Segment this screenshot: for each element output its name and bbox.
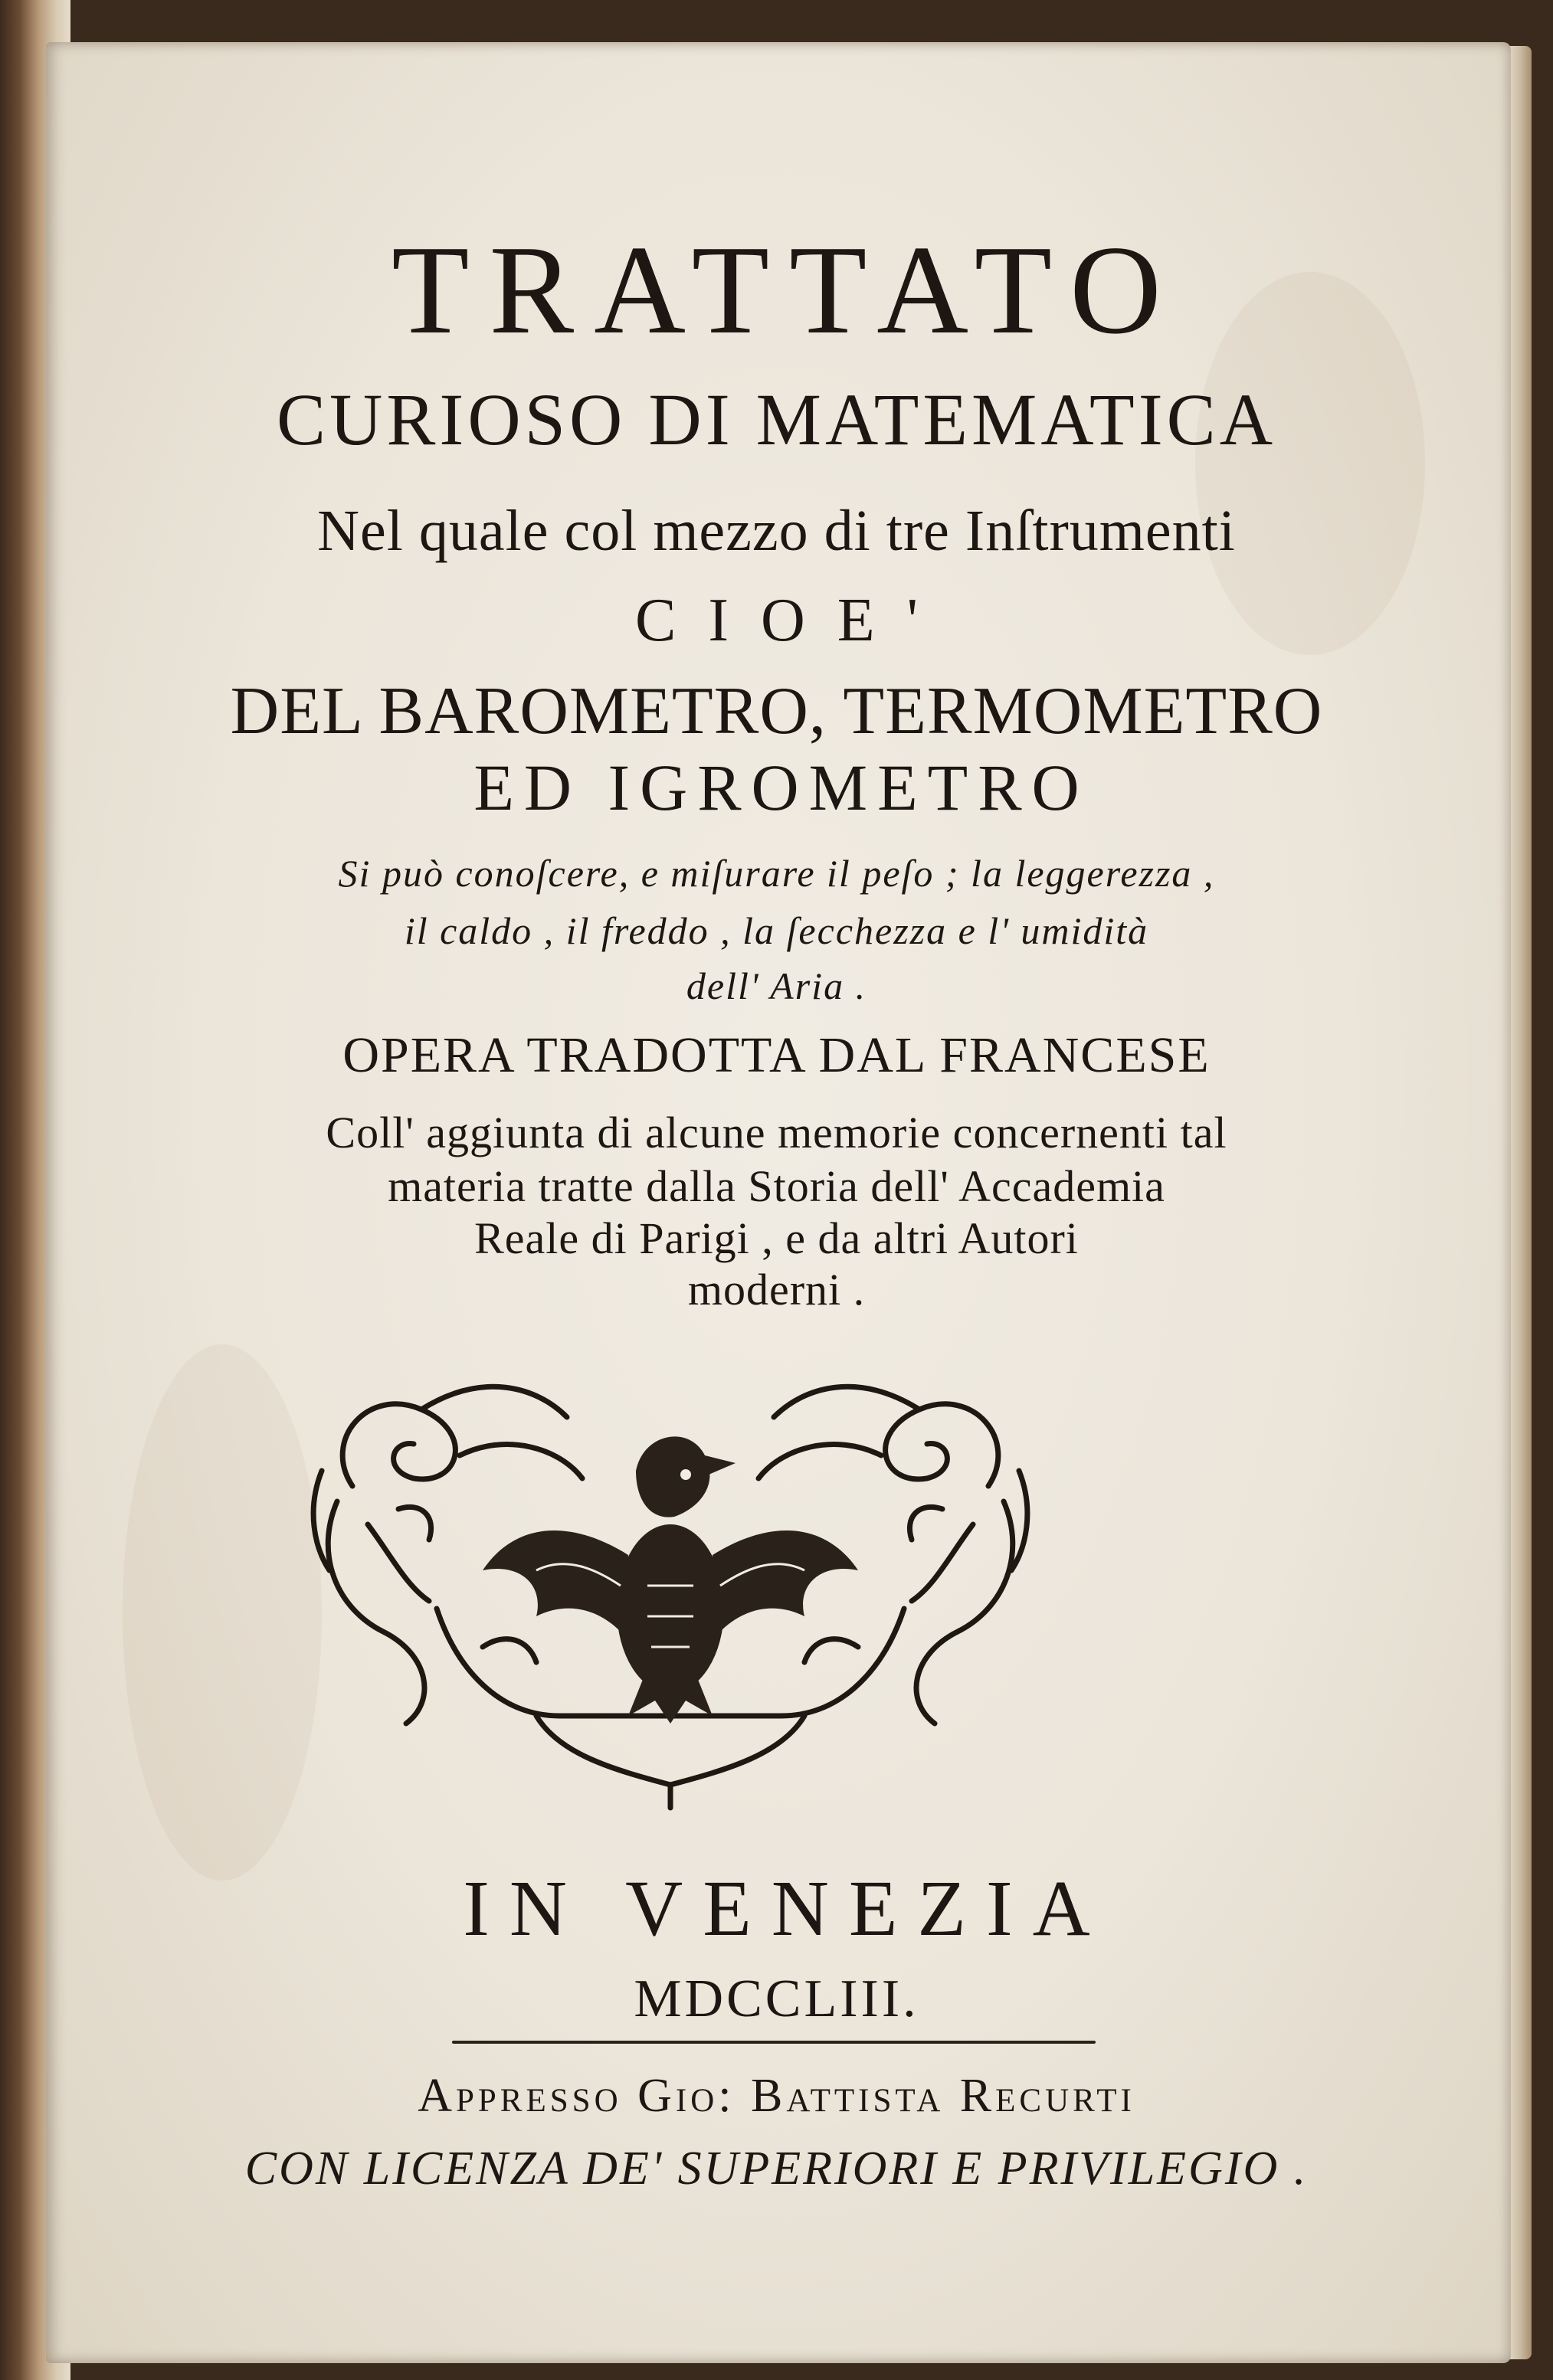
divider-rule — [452, 2041, 1096, 2044]
opera-heading: OPERA TRADOTTA DAL FRANCESE — [342, 1027, 1211, 1083]
italic-line: Si può conoſcere, e miſurare il peſo ; la leggerezza , — [338, 852, 1215, 895]
printer-line: Appresso Gio: Battista Recurti — [418, 2070, 1135, 2122]
book-title: TRATTATO — [392, 219, 1181, 360]
italic-line: il caldo , il freddo , la ſecchezza e l' umidità — [404, 909, 1149, 952]
instruments-line-1: DEL BAROMETRO, TERMOMETRO — [230, 674, 1323, 748]
addition-line: Coll' aggiunta di alcune memorie concernenti tal — [326, 1108, 1227, 1157]
book-subtitle: CURIOSO DI MATEMATICA — [276, 378, 1277, 460]
place-of-publication: IN VENEZIA — [463, 1864, 1110, 1953]
foxing-stain — [123, 1344, 322, 1881]
italic-line: dell' Aria . — [686, 964, 867, 1007]
cioe-heading: CIOE' — [634, 587, 951, 654]
addition-line: Reale di Parigi , e da altri Autori — [474, 1213, 1079, 1263]
eagle-emblem-icon — [306, 1356, 1034, 1815]
addition-line: materia tratte dalla Storia dell' Accademia — [388, 1161, 1165, 1211]
license-line: CON LICENZA DE' SUPERIORI E PRIVILEGIO . — [244, 2143, 1309, 2195]
book-description: Nel quale col mezzo di tre Inſtrumenti — [317, 499, 1236, 563]
publication-year: MDCCLIII. — [634, 1969, 919, 2028]
instruments-line-2: ED IGROMETRO — [473, 751, 1089, 824]
addition-line: moderni . — [687, 1265, 866, 1314]
